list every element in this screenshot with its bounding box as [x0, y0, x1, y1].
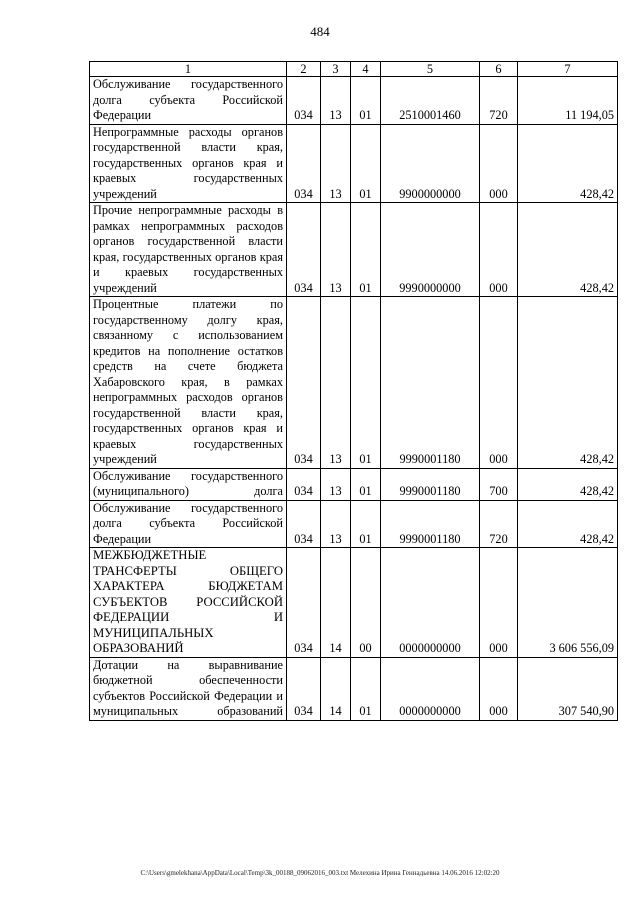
section-code: 13: [321, 468, 351, 500]
amount: 428,42: [518, 203, 618, 297]
amount: 307 540,90: [518, 657, 618, 720]
row-name: Процентные платежи по государственному долгу края, связанному с использованием кредитов на пополнение остатков средств на счете бюджета Хабаровского края, в рамках непрограммных расходов органов государственной власти края, государственных органов края и краевых государственных учреждений: [90, 297, 287, 469]
table-row: [90, 548, 618, 658]
amount: 428,42: [518, 468, 618, 500]
section-code: 13: [321, 500, 351, 548]
amount: 428,42: [518, 500, 618, 548]
target-article-code: 9990001180: [381, 500, 480, 548]
amount: 428,42: [518, 124, 618, 203]
target-article-code: 0000000000: [381, 657, 480, 720]
expense-type-code: 000: [480, 124, 518, 203]
expense-type-code: 000: [480, 548, 518, 658]
target-article-code: 9990001180: [381, 297, 480, 469]
target-article-code: 9900000000: [381, 124, 480, 203]
ministry-code: 034: [287, 657, 321, 720]
header-col-7: 7: [518, 62, 618, 77]
table-row: [90, 657, 618, 720]
header-col-1: 1: [90, 62, 287, 77]
section-code: 14: [321, 657, 351, 720]
subsection-code: 01: [351, 297, 381, 469]
row-name: Обслуживание государственного (муниципального) долга: [90, 468, 287, 500]
row-name: Обслуживание государственного долга субъекта Российской Федерации: [90, 500, 287, 548]
ministry-code: 034: [287, 124, 321, 203]
table-row: [90, 297, 618, 469]
expense-type-code: 000: [480, 297, 518, 469]
subsection-code: 01: [351, 77, 381, 125]
expense-type-code: 720: [480, 500, 518, 548]
ministry-code: 034: [287, 77, 321, 125]
table-row: [90, 77, 618, 125]
expense-type-code: 000: [480, 203, 518, 297]
section-code: 13: [321, 124, 351, 203]
table-row: [90, 203, 618, 297]
header-col-5: 5: [381, 62, 480, 77]
header-col-4: 4: [351, 62, 381, 77]
subsection-code: 01: [351, 500, 381, 548]
amount: 428,42: [518, 297, 618, 469]
subsection-code: 00: [351, 548, 381, 658]
row-name: Непрограммные расходы органов государственной власти края, государственных органов края и краевых государственных учреждений: [90, 124, 287, 203]
ministry-code: 034: [287, 468, 321, 500]
row-name: Дотации на выравнивание бюджетной обеспеченности субъектов Российской Федерации и муниципальных образований: [90, 657, 287, 720]
expense-type-code: 720: [480, 77, 518, 125]
row-name: Обслуживание государственного долга субъекта Российской Федерации: [90, 77, 287, 125]
subsection-code: 01: [351, 203, 381, 297]
section-code: 14: [321, 548, 351, 658]
subsection-code: 01: [351, 468, 381, 500]
section-code: 13: [321, 203, 351, 297]
header-col-2: 2: [287, 62, 321, 77]
table-row: [90, 468, 618, 500]
target-article-code: 2510001460: [381, 77, 480, 125]
ministry-code: 034: [287, 203, 321, 297]
file-path-footer: C:\Users\gmelekhana\AppData\Local\Temp\3k_00188_09062016_003.txt Мелехина Ирина Геннадьевна 14.06.2016 12:02:20: [140, 869, 500, 877]
expense-type-code: 700: [480, 468, 518, 500]
ministry-code: 034: [287, 548, 321, 658]
row-name: Прочие непрограммные расходы в рамках непрограммных расходов органов государственной власти края, государственных органов края и краевых государственных учреждений: [90, 203, 287, 297]
table-row: [90, 124, 618, 203]
subsection-code: 01: [351, 657, 381, 720]
ministry-code: 034: [287, 297, 321, 469]
subsection-code: 01: [351, 124, 381, 203]
page-number: 484: [310, 24, 330, 39]
amount: 11 194,05: [518, 77, 618, 125]
target-article-code: 9990000000: [381, 203, 480, 297]
budget-table: [89, 61, 618, 721]
header-row: [90, 62, 618, 77]
expense-type-code: 000: [480, 657, 518, 720]
section-code: 13: [321, 77, 351, 125]
target-article-code: 9990001180: [381, 468, 480, 500]
amount: 3 606 556,09: [518, 548, 618, 658]
row-name: МЕЖБЮДЖЕТНЫЕ ТРАНСФЕРТЫ ОБЩЕГО ХАРАКТЕРА БЮДЖЕТАМ СУБЪЕКТОВ РОССИЙСКОЙ ФЕДЕРАЦИИ И МУНИЦИПАЛЬНЫХ ОБРАЗОВАНИЙ: [90, 548, 287, 658]
header-col-6: 6: [480, 62, 518, 77]
target-article-code: 0000000000: [381, 548, 480, 658]
table-row: [90, 500, 618, 548]
ministry-code: 034: [287, 500, 321, 548]
header-col-3: 3: [321, 62, 351, 77]
section-code: 13: [321, 297, 351, 469]
